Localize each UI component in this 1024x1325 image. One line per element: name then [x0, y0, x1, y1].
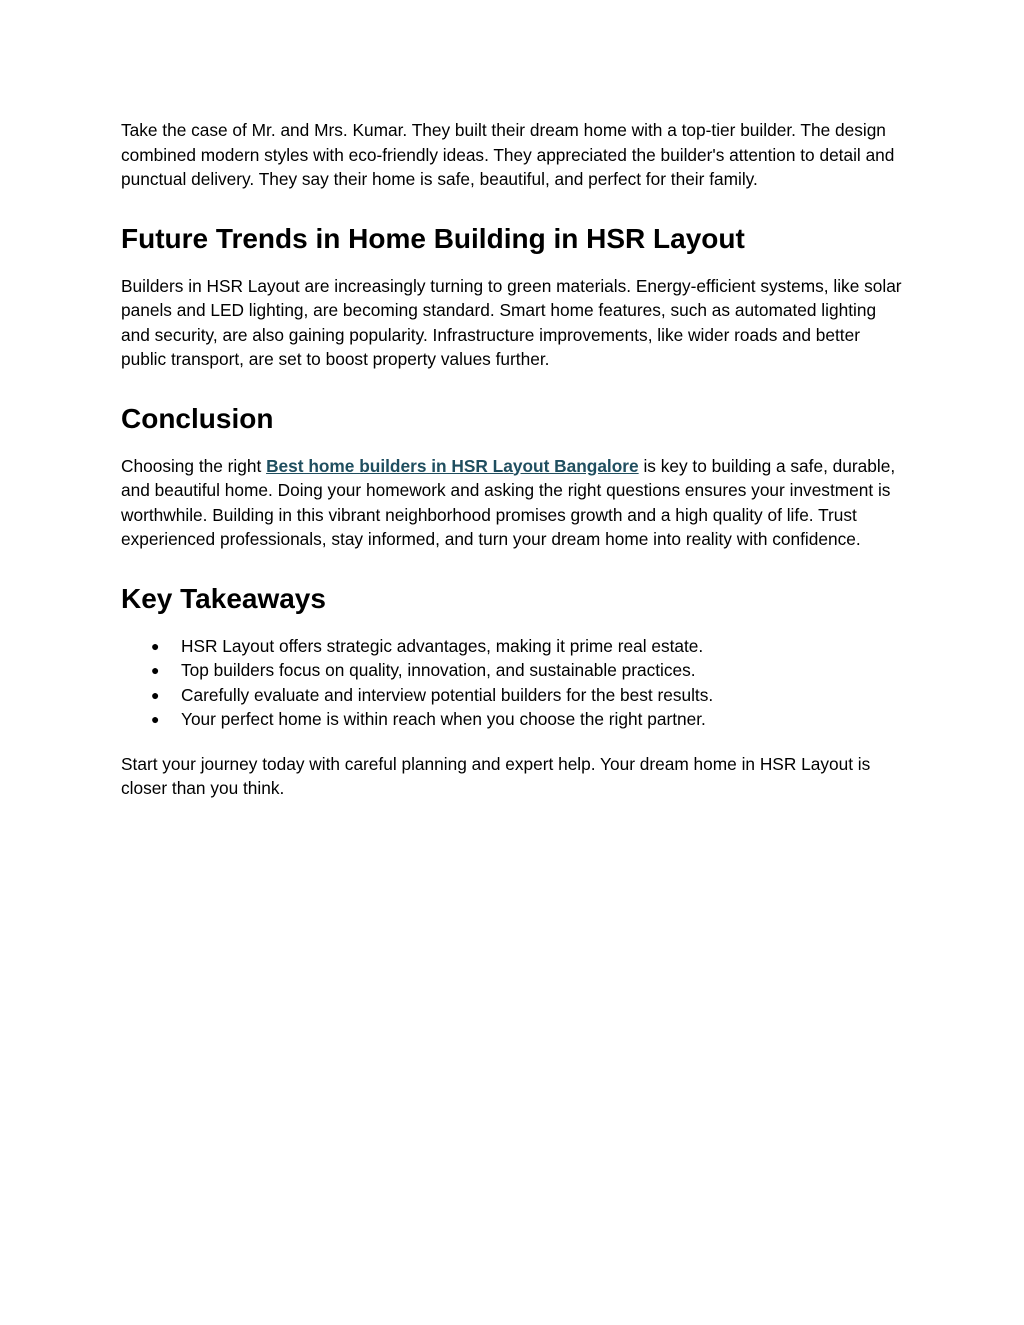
list-item-text: Top builders focus on quality, innovation, and sustainable practices.: [181, 660, 696, 680]
closing-paragraph: Start your journey today with careful planning and expert help. Your dream home in HSR Layout is closer than you think.: [121, 753, 871, 798]
key-takeaways-list: [121, 634, 905, 732]
intro-paragraph: Take the case of Mr. and Mrs. Kumar. They built their dream home with a top-tier builder. The design combined modern styles with eco-friendly ideas. They appreciated the builder's attention to detail and punctual delivery. They say their home is safe, beautiful, and perfect for their family.: [121, 120, 895, 189]
future-trends-paragraph: Builders in HSR Layout are increasingly turning to green materials. Energy-efficient systems, like solar panels and LED lighting, are becoming standard. Smart home features, such as automated lighting and security, are also gaining popularity. Infrastructure improvements, like wider roads and better public transport, are set to boost property values further.: [121, 275, 902, 369]
list-item: [121, 707, 905, 732]
list-item-text: Your perfect home is within reach when you choose the right partner.: [181, 709, 706, 729]
list-item: [121, 658, 905, 683]
conclusion-text-after-link: is key to building a safe, durable, and beautiful home. Doing your homework and asking the right questions ensures your investment is worthwhile. Building in this vibrant neighborhood promises growth and a high quality of life. Trust experienced professionals, stay informed, and turn your dream home into reality with confidence.: [121, 455, 896, 549]
list-item-text: Carefully evaluate and interview potential builders for the best results.: [181, 684, 714, 705]
list-item: [121, 634, 905, 659]
bullet-icon: ●: [151, 637, 160, 654]
conclusion-text-before-link: Choosing the right: [121, 455, 267, 476]
key-takeaways-heading: Key Takeaways: [121, 582, 326, 614]
conclusion-heading: Conclusion: [121, 402, 274, 434]
builders-link[interactable]: Best home builders in HSR Layout Bangalore: [266, 455, 639, 476]
bullet-icon: ●: [151, 686, 160, 703]
bullet-icon: ●: [151, 662, 160, 678]
list-item-text: HSR Layout offers strategic advantages, making it prime real estate.: [181, 635, 704, 656]
list-item: [121, 683, 905, 708]
bullet-icon: ●: [151, 711, 160, 727]
conclusion-paragraph: [121, 454, 905, 552]
document-page: [121, 118, 905, 801]
future-trends-heading: Future Trends in Home Building in HSR Layout: [121, 222, 745, 254]
